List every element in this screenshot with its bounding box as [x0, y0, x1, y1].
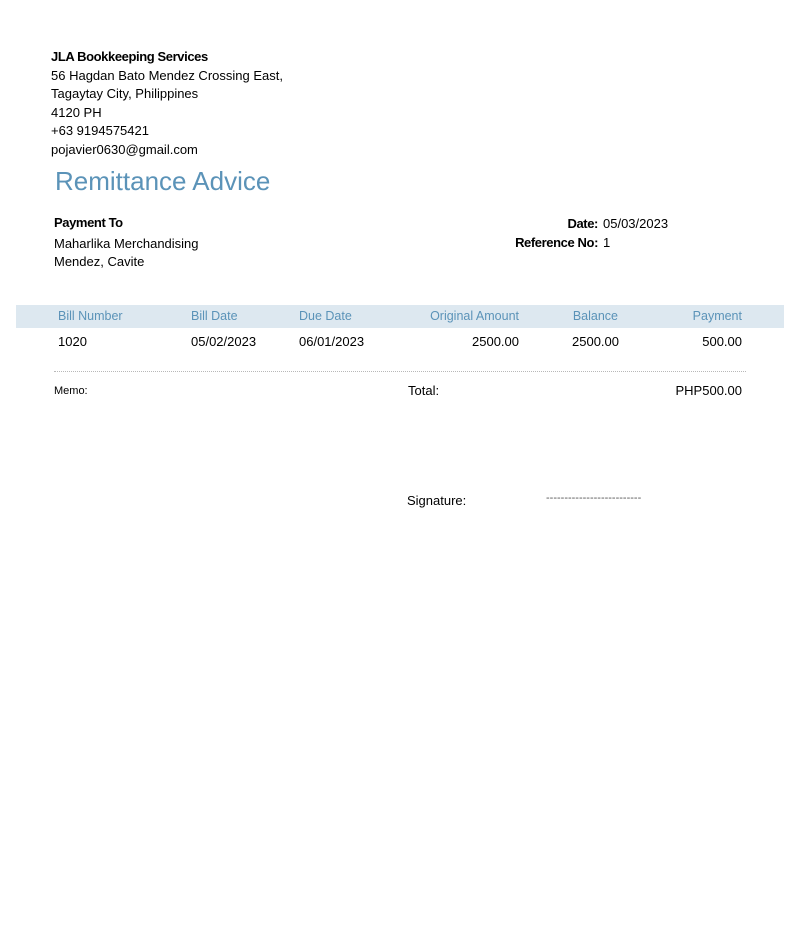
signature-line: -------------------------- [546, 492, 642, 504]
cell-payment: 500.00 [702, 334, 742, 349]
table-header-bar [16, 305, 784, 328]
header-balance: Balance [572, 309, 618, 323]
company-email: pojavier0630@gmail.com [51, 141, 198, 157]
header-original-amount: Original Amount [430, 309, 519, 323]
payee-name: Maharlika Merchandising [54, 235, 199, 251]
cell-bill-number: 1020 [58, 334, 87, 349]
cell-due-date: 06/01/2023 [299, 334, 365, 349]
signature-label: Signature: [407, 493, 467, 508]
header-bill-date: Bill Date [191, 309, 238, 323]
document-title: Remittance Advice [55, 166, 271, 196]
company-name: JLA Bookkeeping Services [51, 49, 208, 64]
total-value: PHP500.00 [675, 383, 742, 398]
cell-original-amount: 2500.00 [472, 334, 519, 349]
header-due-date: Due Date [299, 309, 352, 323]
payee-location: Mendez, Cavite [54, 254, 145, 269]
reference-value: 1 [603, 235, 611, 250]
cell-bill-date: 05/02/2023 [191, 334, 257, 349]
payment-to-block [54, 214, 199, 272]
company-address-line2: Tagaytay City, Philippines [51, 86, 199, 101]
company-info [51, 48, 283, 159]
company-address-line3: 4120 PH [51, 104, 102, 120]
header-payment: Payment [692, 309, 742, 323]
payment-to-label: Payment To [54, 215, 123, 230]
cell-balance: 2500.00 [572, 334, 619, 349]
dotted-divider [54, 371, 746, 372]
total-label: Total: [408, 383, 440, 398]
company-phone: +63 9194575421 [51, 123, 149, 138]
remittance-meta [470, 214, 668, 252]
header-bill-number: Bill Number [58, 309, 123, 323]
date-row [470, 214, 668, 233]
memo-label: Memo: [54, 385, 88, 397]
reference-row [470, 233, 668, 252]
company-address-line1: 56 Hagdan Bato Mendez Crossing East, [51, 67, 283, 83]
date-value: 05/03/2023 [603, 216, 669, 231]
date-label: Date: [567, 216, 598, 231]
reference-label: Reference No: [515, 235, 598, 250]
